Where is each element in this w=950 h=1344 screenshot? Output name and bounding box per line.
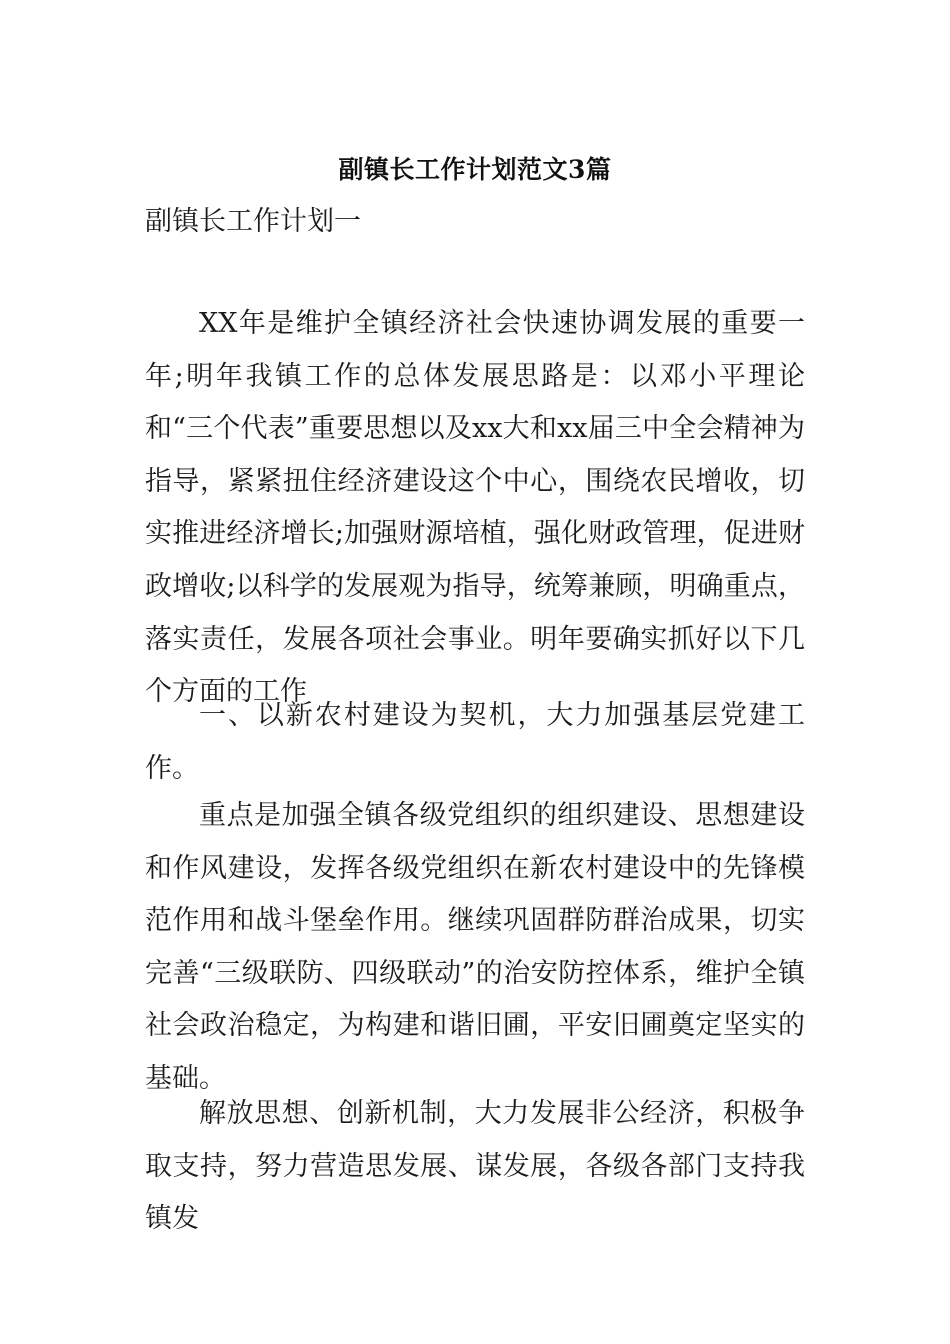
paragraph-intro: XX年是维护全镇经济社会快速协调发展的重要一年;明年我镇工作的总体发展思路是：以邓小平理论和“三个代表”重要思想以及xx大和xx届三中全会精神为指导，紧紧扭住经济建设这个中心，围绕农民增收，切实推进经济增长;加强财源培植，强化财政管理，促进财政增收;以科学的发展观为指导，统筹兼顾，明确重点，落实责任，发展各项社会事业。明年要确实抓好以下几个方面的工作 xyxy=(145,308,805,708)
paragraph-economy: 解放思想、创新机制，大力发展非公经济，积极争取支持，努力营造思发展、谋发展，各级各部门支持我镇发 xyxy=(145,1098,805,1235)
paragraph-party-building: 重点是加强全镇各级党组织的组织建设、思想建设和作风建设，发挥各级党组织在新农村建设中的先锋模范作用和战斗堡垒作用。继续巩固群防群治成果，切实完善“三级联防、四级联动”的治安防控体系，维护全镇社会政治稳定，为构建和谐旧圃，平安旧圃奠定坚实的基础。 xyxy=(145,800,805,1094)
document-title: 副镇长工作计划范文3篇 xyxy=(338,155,612,184)
paragraph-point-one: 一、以新农村建设为契机，大力加强基层党建工作。 xyxy=(145,700,805,784)
section-heading: 副镇长工作计划一 xyxy=(145,206,361,237)
